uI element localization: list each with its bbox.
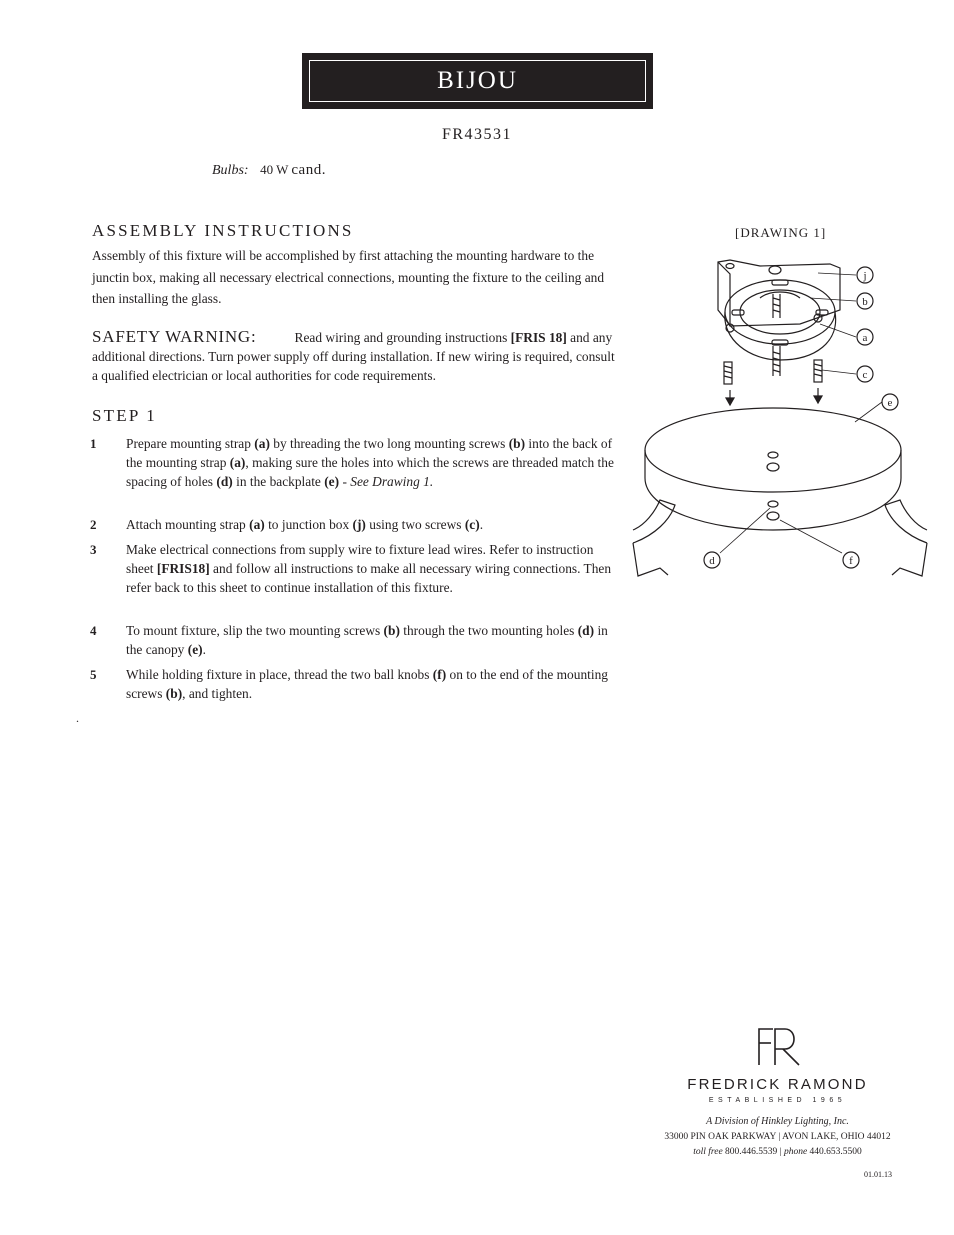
step-text: Attach mounting strap (a) to junction box (j) using two screws (c). bbox=[126, 517, 484, 532]
brand-name: FREDRICK RAMOND bbox=[687, 1076, 868, 1093]
bulbs-label: Bulbs: bbox=[212, 163, 249, 178]
drawing-label: [DRAWING 1] bbox=[735, 225, 827, 240]
step-number: 4 bbox=[90, 623, 97, 638]
step-item-4 bbox=[90, 621, 620, 659]
step-item-1 bbox=[90, 434, 620, 491]
callout-b bbox=[857, 293, 873, 309]
callout-j bbox=[857, 267, 873, 283]
toll-free-number: 800.446.5539 bbox=[725, 1147, 778, 1157]
canopy bbox=[645, 408, 901, 530]
callout-e bbox=[882, 394, 898, 410]
division-line: A Division of Hinkley Lighting, Inc. bbox=[706, 1116, 849, 1127]
step-heading: STEP 1 bbox=[92, 406, 157, 425]
callout-c bbox=[857, 366, 873, 382]
step-text: To mount fixture, slip the two mounting screws (b) through the two mounting holes (d) in the canopy (e). bbox=[126, 623, 608, 657]
svg-text:d: d bbox=[709, 555, 715, 567]
callout-leaders bbox=[720, 273, 882, 553]
svg-text:e: e bbox=[887, 397, 893, 409]
safety-ref: [FRIS 18] bbox=[510, 330, 567, 345]
safety-heading: SAFETY WARNING: bbox=[92, 327, 257, 346]
step-item-5 bbox=[90, 665, 620, 703]
step-text: While holding fixture in place, thread the two ball knobs (f) on to the end of the mounting screws (b), and tighten. bbox=[126, 667, 608, 701]
toll-free-label: toll free bbox=[693, 1147, 723, 1157]
step-number: 3 bbox=[90, 542, 97, 557]
phone-line: toll free 800.446.5539 | phone 440.653.5500 bbox=[693, 1147, 862, 1157]
fixture-arms bbox=[633, 500, 927, 576]
product-title: BIJOU bbox=[309, 60, 646, 102]
bulbs-wattage: 40 W bbox=[260, 162, 292, 177]
brand-logo bbox=[655, 1025, 900, 1104]
document-date: 01.01.13 bbox=[864, 1170, 892, 1179]
step-number: 2 bbox=[90, 517, 97, 532]
svg-text:b: b bbox=[862, 296, 868, 308]
fr-monogram-icon bbox=[753, 1025, 803, 1067]
callout-d bbox=[704, 552, 720, 568]
svg-text:f: f bbox=[849, 555, 853, 567]
step-item-3 bbox=[90, 540, 620, 597]
title-banner bbox=[302, 53, 653, 109]
step-text: Make electrical connections from supply wire to fixture lead wires. Refer to instruction sheet [FRIS18] and follow all instructions to make all necessary wiring connections. Then refer back to this sheet to continue installation of this fixture. bbox=[126, 542, 612, 595]
assembly-text: Assembly of this fixture will be accomplished by first attaching the mounting hardware to the junctin box, making all necessary electrical connections, mounting the fixture to the ceiling and then installing the glass. bbox=[92, 248, 605, 306]
step-text: Prepare mounting strap (a) by threading the two long mounting screws (b) into the back of the mounting strap (a), making sure the holes into which the screws are threaded match the spacing of holes (d) in the backplate (e) - See Drawing 1. bbox=[126, 436, 614, 489]
bulbs-spec bbox=[212, 162, 326, 179]
svg-text:j: j bbox=[863, 270, 867, 282]
step-number: 5 bbox=[90, 667, 97, 682]
address-line: 33000 PIN OAK PARKWAY | AVON LAKE, OHIO 44012 bbox=[664, 1132, 891, 1142]
bulbs-type: cand. bbox=[291, 162, 326, 178]
callout-a bbox=[857, 329, 873, 345]
safety-warning bbox=[92, 327, 622, 385]
phone-number: 440.653.5500 bbox=[809, 1147, 862, 1157]
svg-text:c: c bbox=[862, 369, 868, 381]
assembly-drawing bbox=[630, 250, 930, 590]
phone-label: phone bbox=[783, 1147, 808, 1157]
svg-text:a: a bbox=[862, 332, 868, 344]
assembly-heading: ASSEMBLY INSTRUCTIONS bbox=[92, 221, 354, 240]
step-item-2 bbox=[90, 515, 620, 534]
model-number: FR43531 bbox=[441, 126, 513, 143]
callout-f bbox=[843, 552, 859, 568]
bulbs-value bbox=[260, 162, 326, 177]
safety-text-2: and any additional directions. Turn power supply off during installation. If new wiring is required, consult a qualified electrician or local authorities for code requirements. bbox=[92, 330, 615, 383]
step-number: 1 bbox=[90, 436, 97, 451]
safety-text-1: Read wiring and grounding instructions bbox=[294, 330, 511, 345]
mounting-screws bbox=[773, 294, 780, 376]
brand-established: ESTABLISHED 1965 bbox=[708, 1097, 847, 1104]
stray-mark: . bbox=[76, 711, 79, 725]
